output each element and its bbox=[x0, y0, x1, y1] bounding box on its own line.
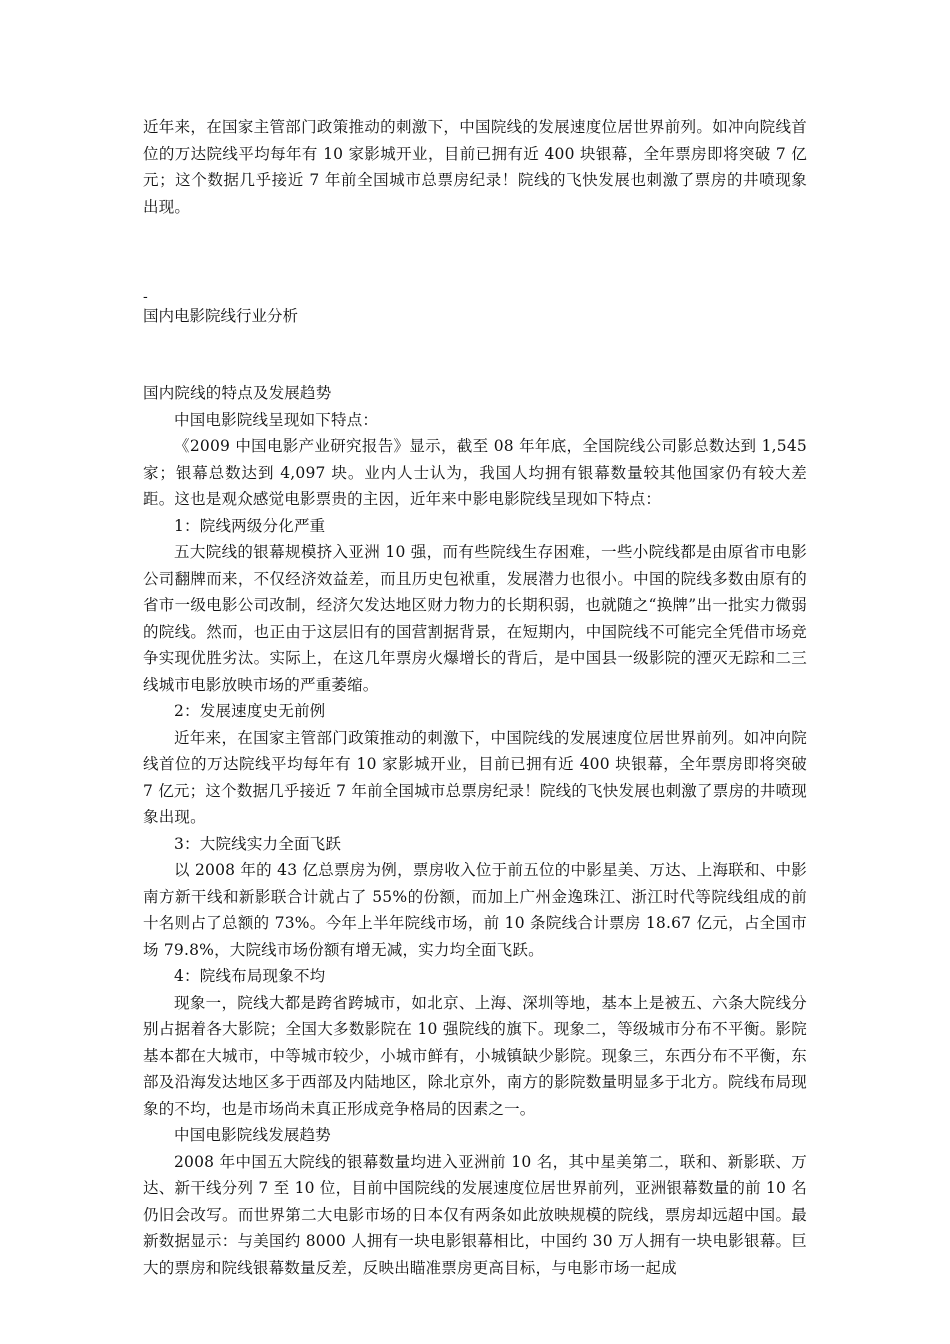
trend-heading: 中国电影院线发展趋势 bbox=[174, 1126, 332, 1144]
dash-marker: - bbox=[143, 289, 148, 305]
point-3-heading: 3：大院线实力全面飞跃 bbox=[174, 834, 342, 853]
overview-paragraph: 《2009 中国电影产业研究报告》显示，截至 08 年年底，全国院线公司影总数达到 1,545 家；银幕总数达到 4,097 块。业内人士认为，我国人均拥有银幕数量较其他国家仍有较大差距。这也是观众感觉电影票贵的主因，近年来中影电影院线呈现如下特点： bbox=[143, 437, 807, 508]
section-heading: 国内院线的特点及发展趋势 bbox=[143, 384, 332, 402]
intro-paragraph: 近年来，在国家主管部门政策推动的刺激下，中国院线的发展速度位居世界前列。如冲向院线首位的万达院线平均每年有 10 家影城开业，目前已拥有近 400 块银幕，全年票房即将突破 7 亿元；这个数据几乎接近 7 年前全国城市总票房纪录！院线的飞快发展也刺激了票房的井喷现象出现。 bbox=[143, 118, 807, 216]
point-4-heading: 4：院线布局现象不均 bbox=[174, 967, 326, 985]
point-1-body: 五大院线的银幕规模挤入亚洲 10 强，而有些院线生存困难，一些小院线都是由原省市电影公司翻牌而来，不仅经济效益差，而且历史包袱重，发展潜力也很小。中国的院线多数由原有的省市一级电影公司改制，经济欠发达地区财力物力的长期积弱，也就随之“换牌”出一批实力微弱的院线。然而，也正由于这层旧有的国营割据背景，在短期内，中国院线不可能完全凭借市场竞争实现优胜劣汰。实际上，在这几年票房火爆增长的背后，是中国县一级影院的湮灭无踪和二三线城市电影放映市场的严重萎缩。 bbox=[143, 543, 807, 694]
point-3-body: 以 2008 年的 43 亿总票房为例，票房收入位于前五位的中影星美、万达、上海联和、中影南方新干线和新影联合计就占了 55%的份额，而加上广州金逸珠江、浙江时代等院线组成的前十名则占了总额的 73%。今年上半年院线市场，前 10 条院线合计票房 18.67 亿元，占全国市场 79.8%，大院线市场份额有增无减，实力均全面飞跃。 bbox=[143, 861, 807, 959]
document-title: 国内电影院线行业分析 bbox=[143, 307, 299, 325]
spacer bbox=[143, 327, 807, 380]
point-2-heading: 2：发展速度史无前例 bbox=[174, 702, 326, 720]
point-2-body: 近年来，在国家主管部门政策推动的刺激下，中国院线的发展速度位居世界前列。如冲向院线首位的万达院线平均每年有 10 家影城开业，目前已拥有近 400 块银幕，全年票房即将突破 7 亿元；这个数据几乎接近 7 年前全国城市总票房纪录！院线的飞快发展也刺激了票房的井喷现象出现。 bbox=[143, 728, 807, 826]
trend-paragraph: 2008 年中国五大院线的银幕数量均进入亚洲前 10 名，其中星美第二，联和、新影联、万达、新干线分列 7 至 10 位，目前中国院线的发展速度位居世界前列，亚洲银幕数量的前 10 名仍旧会改写。而世界第二大电影市场的日本仅有两条如此放映规模的院线，票房却远超中国。最新数据显示：与美国约 8000 人拥有一块电影银幕相比，中国约 30 万人拥有一块电影银幕。巨大的票房和院线银幕数量反差，反映出瞄准票房更高目标，与电影市场一起成 bbox=[143, 1152, 807, 1277]
point-1-heading: 1：院线两级分化严重 bbox=[174, 516, 326, 535]
spacer bbox=[143, 220, 807, 289]
point-4-body: 现象一，院线大都是跨省跨城市，如北京、上海、深圳等地，基本上是被五、六条大院线分别占据着各大影院；全国大多数影院在 10 强院线的旗下。现象二，等级城市分布不平衡。影院基本都在大城市，中等城市较少，小城市鲜有，小城镇缺少影院。现象三，东西分布不平衡，东部及沿海发达地区多于西部及内陆地区，除北京外，南方的影院数量明显多于北方。院线布局现象的不均，也是市场尚未真正形成竞争格局的因素之一。 bbox=[143, 993, 807, 1118]
document-page bbox=[143, 114, 807, 1281]
sub-heading: 中国电影院线呈现如下特点： bbox=[174, 410, 379, 429]
